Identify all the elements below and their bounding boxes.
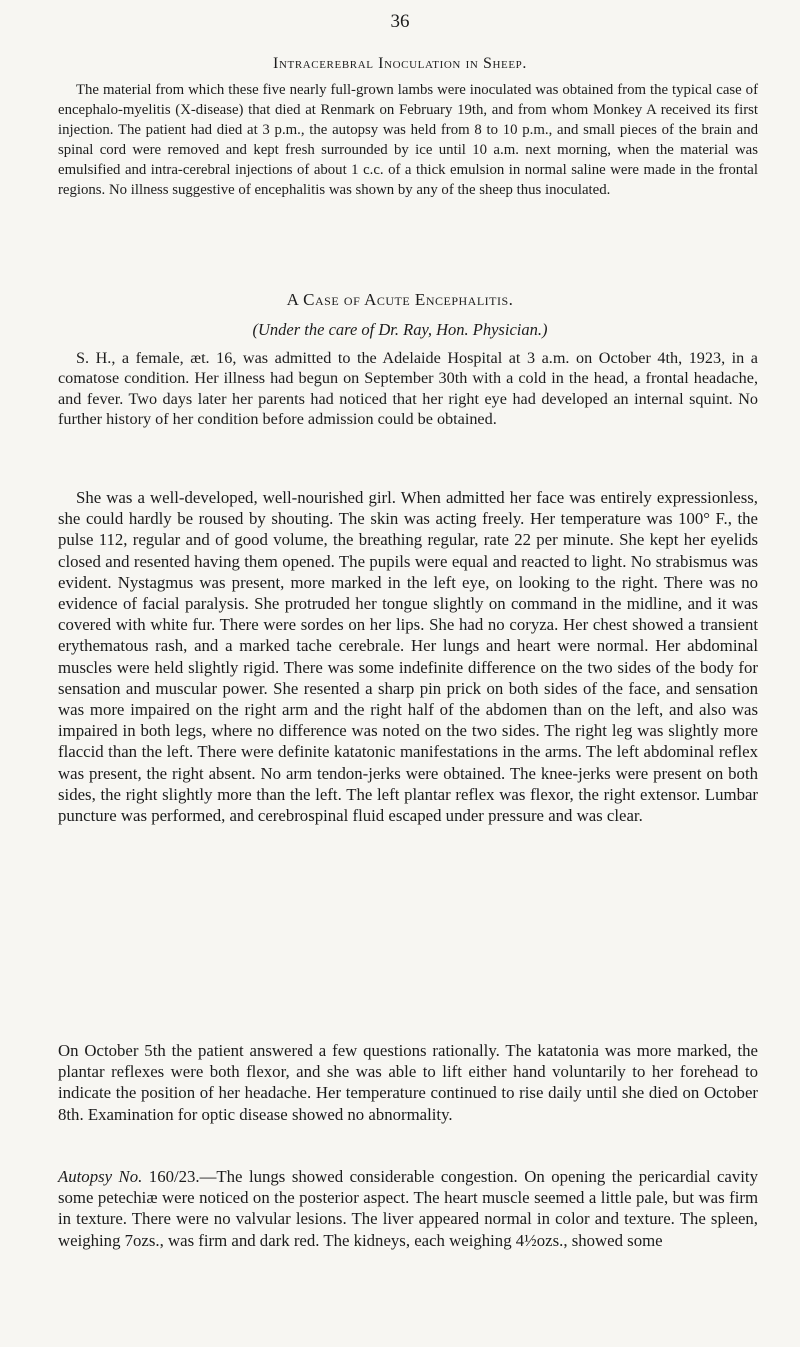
paragraph-progress: On October 5th the patient answered a few questions rationally. The katatonia was more marked, the plantar reflexes were both flexor, and she was able to lift either hand voluntarily to her forehead to indicate the position of her headache. Her temperature continued to rise daily until she died on October 8th. Examination for optic disease showed no abnormality.	[58, 1041, 758, 1124]
section-title: Intracerebral Inoculation in Sheep.	[273, 55, 527, 72]
case-subtitle: (Under the care of Dr. Ray, Hon. Physician.)	[252, 320, 548, 339]
autopsy-lead: Autopsy No.	[58, 1167, 143, 1186]
paragraph-examination: She was a well-developed, well-nourished girl. When admitted her face was entirely expressionless, she could hardly be roused by shouting. The skin was acting freely. Her temperature was 100° F., the pulse 112, regular and of good volume, the breathing regular, rate 22 per minute. She kept her eyelids closed and resented having them opened. The pupils were equal and reacted to light. No strabismus was evident. Nystagmus was present, more marked in the left eye, on looking to the right. There was no evidence of facial paralysis. She protruded her tongue slightly on command in the midline, and it was covered with white fur. There were sordes on her lips. She had no coryza. Her chest showed a transient erythematous rash, and a marked tache cerebrale. Her lungs and heart were normal. Her abdominal muscles were held slightly rigid. There was some indefinite difference on the two sides of the body for sensation and muscular power. She resented a sharp pin prick on both sides of the face, and sensation was more impaired on the right arm and the right half of the abdomen than on the left, and also was impaired in both legs, where no difference was noted on the two sides. The right leg was slightly more flaccid than the left. There were definite katatonic manifestations in the arms. The left abdominal reflex was present, the right absent. No arm tendon-jerks were obtained. The knee-jerks were present on both sides, the right slightly more than the left. The left plantar reflex was flexor, the right extensor. Lumbar puncture was performed, and cerebrospinal fluid escaped under pressure and was clear.	[58, 488, 758, 826]
paragraph-autopsy	[58, 1166, 758, 1251]
page-number: 36	[390, 11, 410, 32]
paragraph-admission: S. H., a female, æt. 16, was admitted to the Adelaide Hospital at 3 a.m. on October 4th, 1923, in a comatose condition. Her illness had begun on September 30th with a cold in the head, a frontal headache, and fever. Two days later her parents had noticed that her right eye had developed an internal squint. No further history of her condition before admission could be obtained.	[58, 349, 758, 429]
autopsy-text: 160/23.—The lungs showed considerable congestion. On opening the pericardial cavity some petechiæ were noticed on the posterior aspect. The heart muscle seemed a little pale, but was firm in texture. There were no valvular lesions. The liver appeared normal in color and texture. The spleen, weighing 7ozs., was firm and dark red. The kidneys, each weighing 4½ozs., showed some	[58, 1167, 758, 1250]
paragraph-inoculation: The material from which these five nearly full-grown lambs were inoculated was obtained from the typical case of encephalo-myelitis (X-disease) that died at Renmark on February 19th, and from whom Monkey A received its first injection. The patient had died at 3 p.m., the autopsy was held from 8 to 10 p.m., and small pieces of the brain and spinal cord were removed and kept fresh surrounded by ice until 10 a.m. next morning, when the material was emulsified and intra-cerebral injections of about 1 c.c. of a thick emulsion in normal saline were made in the frontal regions. No illness suggestive of encephalitis was shown by any of the sheep thus inoculated.	[58, 82, 758, 198]
case-title: A Case of Acute Encephalitis.	[286, 290, 514, 309]
